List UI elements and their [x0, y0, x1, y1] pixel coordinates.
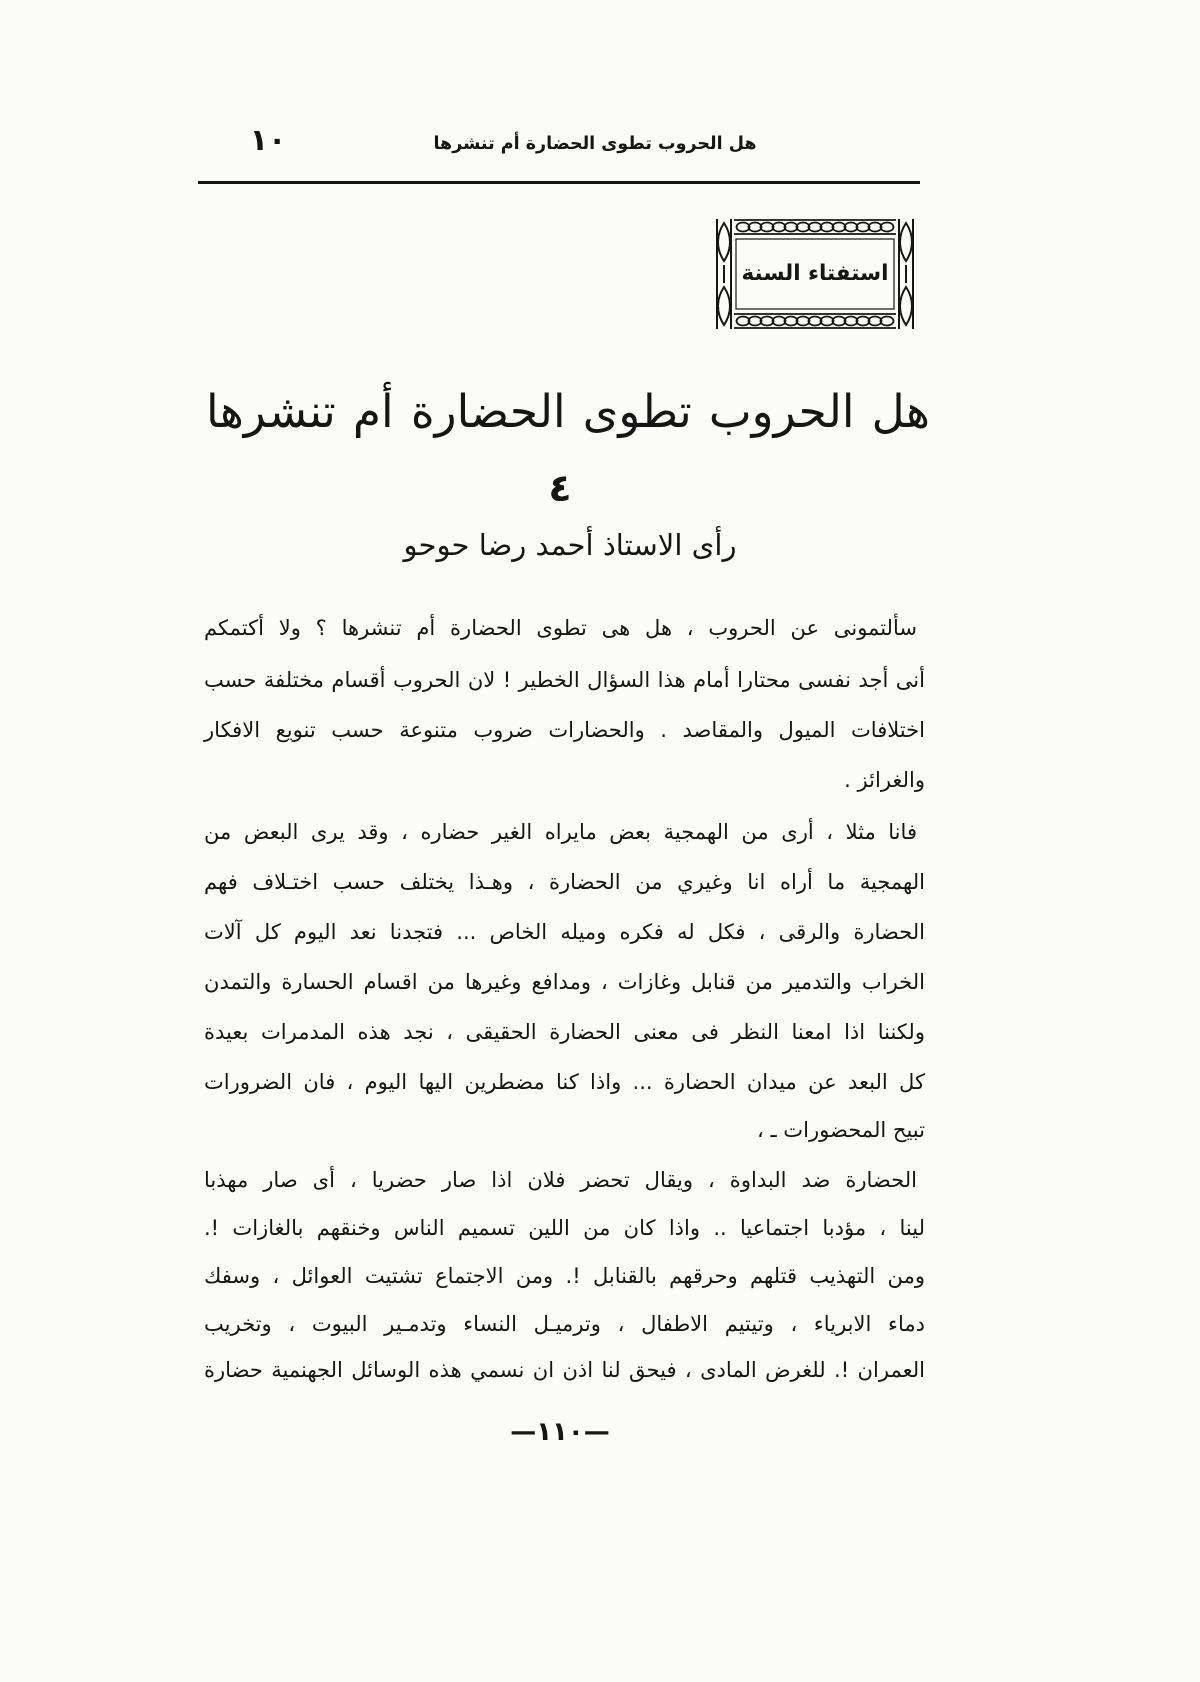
badge-label-text: استفتاء السنة: [741, 261, 889, 286]
body-line-text: ومن التهذيب قتلهم وحرقهم بالقنابل !. ومن الاجتماع تشتيت العوائل ، وسفك: [204, 1263, 925, 1288]
survey-badge: [712, 215, 918, 333]
body-line: [203, 1062, 925, 1102]
article-number: ٤: [548, 466, 572, 510]
body-line-text: دماء الابرياء ، وتيتيم الاطفال ، وترميـل النساء وتدمـير البيوت ، وتخريب: [204, 1311, 925, 1336]
byline-text: رأى الاستاذ أحمد رضا حوحو: [403, 528, 737, 562]
body-line: [203, 710, 925, 750]
body-line: [203, 1350, 925, 1390]
article-title: [205, 370, 930, 454]
body-line: [203, 1304, 925, 1344]
body-line-text: لينا ، مؤدبا اجتماعيا .. واذا كان من اللين تسميم الناس وخنقهم بالغازات !.: [204, 1215, 925, 1240]
body-line-text: أنى أجد نفسى محتارا أمام هذا السؤال الخطير ! لان الحروب أقسام مختلفة حسب: [204, 667, 925, 692]
badge-label: [740, 241, 890, 307]
body-line: [203, 962, 925, 1002]
running-title-text: هل الحروب تطوى الحضارة أم تنشرها: [433, 134, 757, 154]
body-line: [203, 608, 917, 648]
header-rule: [198, 181, 920, 184]
article-title-text: هل الحروب تطوى الحضارة أم تنشرها: [206, 385, 930, 438]
body-line: [203, 660, 925, 700]
body-line: [203, 1110, 925, 1150]
byline: [400, 520, 740, 570]
body-line-text: الخراب والتدمير من قنابل وغازات ، ومدافع وغيرها من اقسام الحسارة والتمدن: [204, 969, 925, 994]
body-line-text: الحضارة والرقى ، فكل له فكره وميله الخاص ... فتجدنا نعد اليوم كل آلات: [204, 919, 925, 944]
frame-left-side: [717, 219, 731, 329]
body-line-text: سألتمونى عن الحروب ، هل هى تطوى الحضارة أم تنشرها ؟ ولا أكتمكم: [204, 615, 917, 640]
frame-bottom-chain: [734, 314, 896, 328]
body-line-text: والغرائز .: [844, 767, 925, 792]
body-line: [203, 1160, 917, 1200]
body-line: [203, 1012, 925, 1052]
frame-right-side: [899, 219, 913, 329]
body-line-text: العمران !. للغرض المادى ، فيحق لنا اذن ان نسمي هذه الوسائل الجهنمية حضارة: [204, 1357, 925, 1382]
body-line-text: اختلافات الميول والمقاصد . والحضارات ضروب متنوعة حسب تنويع الافكار: [204, 717, 925, 742]
body-line: [203, 1208, 925, 1248]
body-line-text: فانا مثلا ، أرى من الهمجية بعض مايراه الغير حضاره ، وقد يرى البعض من: [204, 819, 917, 844]
header-page-number: [238, 121, 298, 161]
footer-page-number: —١١٠—: [510, 1417, 610, 1447]
body-line-text: الحضارة ضد البداوة ، ويقال تحضر فلان اذا صار حضريا ، أى صار مهذبا: [204, 1167, 917, 1192]
body-line-text: الهمجية ما أراه انا وغيري من الحضارة ، وهـذا يختلف حسب اختـلاف فهم: [204, 869, 925, 894]
body-line: [203, 912, 925, 952]
body-line: [203, 812, 917, 852]
body-line: [203, 862, 925, 902]
frame-top-chain: [734, 220, 896, 234]
body-line-text: كل البعد عن ميدان الحضارة ... واذا كنا مضطرين اليها اليوم ، فان الضرورات: [204, 1069, 925, 1094]
header-page-number-text: ١٠: [249, 123, 287, 158]
running-title: [430, 124, 760, 164]
body-line: [203, 760, 925, 800]
body-line-text: تبيح المحضورات ـ ،: [756, 1117, 925, 1142]
body-line-text: ولكننا اذا امعنا النظر فى معنى الحضارة الحقيقى ، نجد هذه المدمرات بعيدة: [204, 1019, 925, 1044]
body-line: [203, 1256, 925, 1296]
